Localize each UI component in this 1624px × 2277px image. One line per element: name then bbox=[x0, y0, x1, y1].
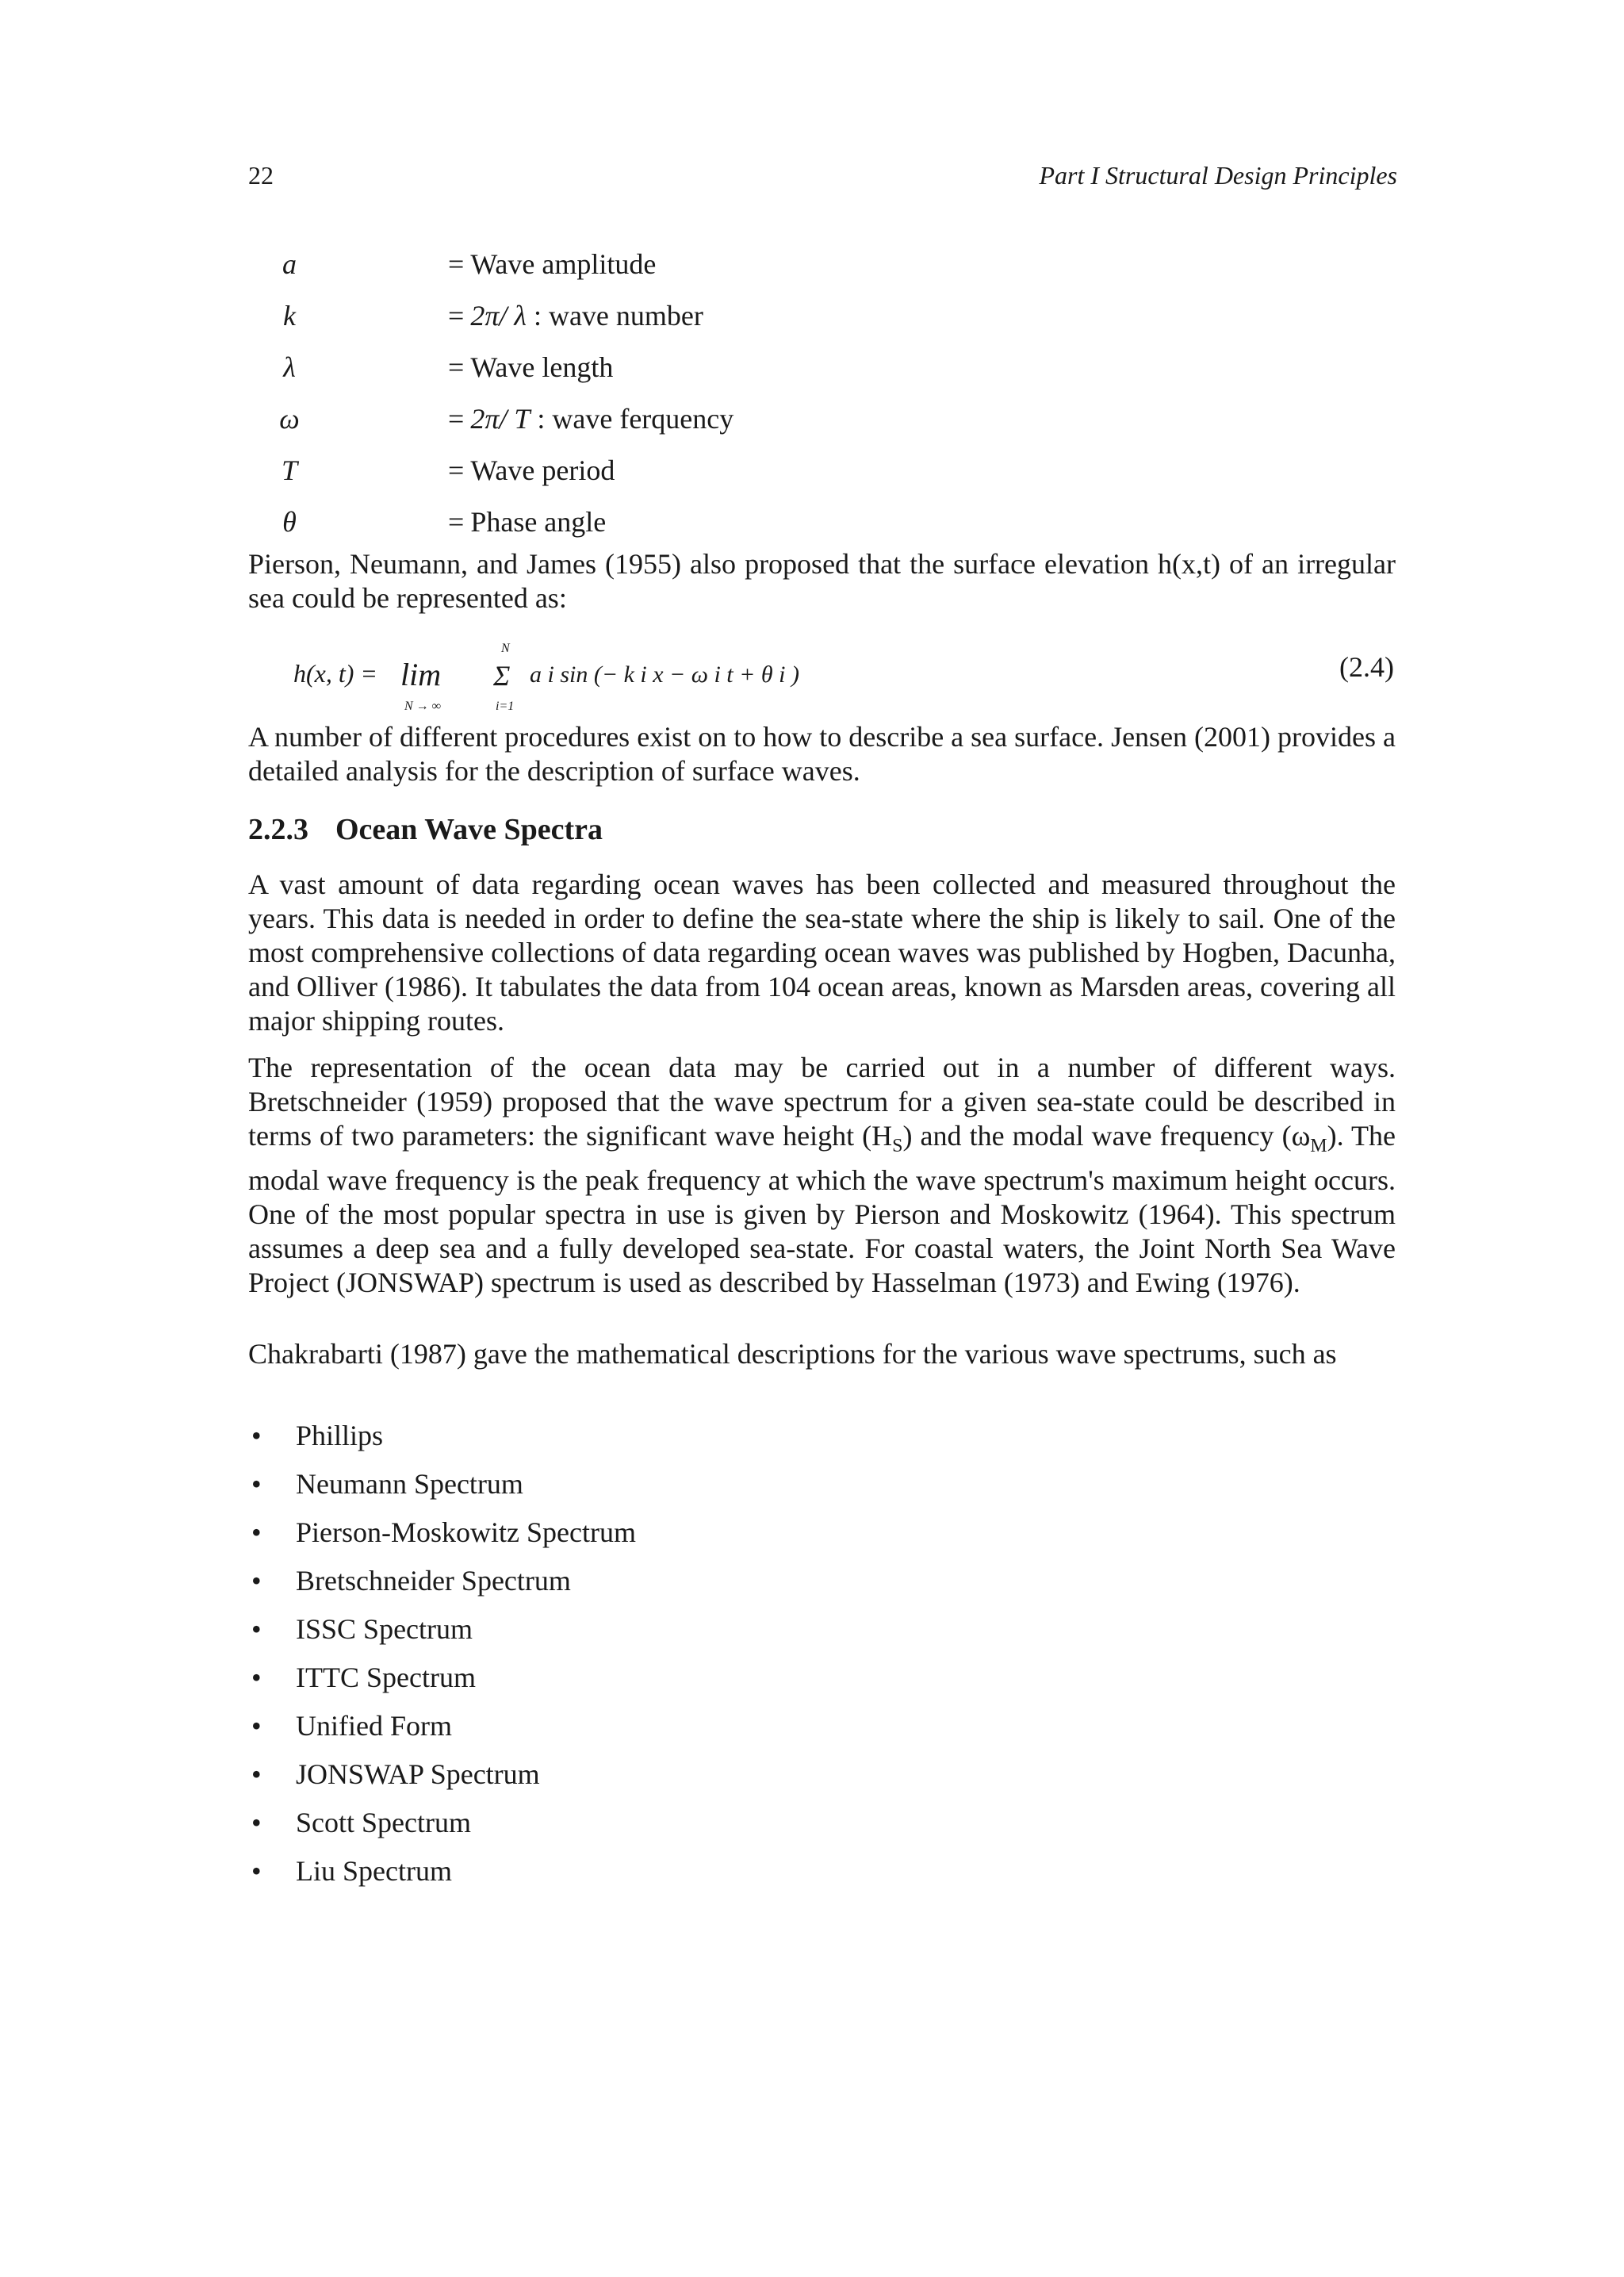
paragraph-ocean-data: A vast amount of data regarding ocean waves has been collected and measured throughout the years. This data is needed in order to define the sea-state where the ship is likely to sail. One of the most comprehensive collections of data regarding ocean waves was published by Hogben, Dacunha, and Olliver (1986). It tabulates the data from 104 ocean areas, known as Marsden areas, covering all major shipping routes. bbox=[248, 868, 1396, 1037]
equation-sum-sign: Σ bbox=[493, 660, 511, 692]
definition-symbol: λ bbox=[283, 351, 296, 383]
equation-lhs: h(x, t) = bbox=[293, 659, 377, 688]
section-number: 2.2.3 bbox=[248, 813, 308, 846]
paragraph-representation: The representation of the ocean data may be carried out in a number of different ways. Bretschneider (1959) proposed that the wave spectrum for a given sea-state could be described in terms of two parameters: the significant wave height $(H_S)$ and the modal wave frequency $(\omega_M)$. The modal wave frequency is the peak frequency at which the wave spectrum's maximum height occurs. One of the most popular spectra in use is given by Pierson and Moskowitz (1964). This spectrum assumes a deep sea and a fully developed sea-state. For coastal waters, the Joint North Sea Wave Project (JONSWAP) spectrum is used as described by Hasselman (1973) and Ewing (1976). bbox=[248, 1052, 1396, 1299]
definition-symbol: T bbox=[281, 454, 298, 486]
definition-text: = Wave period bbox=[448, 454, 615, 486]
symbol-definitions bbox=[238, 247, 952, 557]
section-heading bbox=[248, 812, 603, 847]
definition-symbol: k bbox=[283, 300, 296, 332]
equation-number: (2.4) bbox=[1339, 651, 1394, 683]
definition-text: = 2π/ T : wave ferquency bbox=[448, 403, 734, 435]
definition-text: = Wave length bbox=[448, 351, 614, 383]
definition-row bbox=[238, 454, 952, 505]
definition-row bbox=[238, 351, 952, 402]
equation-graphic bbox=[293, 634, 1007, 722]
definition-row bbox=[238, 247, 952, 299]
definition-row bbox=[238, 402, 952, 454]
definition-symbol: ω bbox=[279, 403, 300, 435]
paragraph-procedures: A number of different procedures exist on to how to describe a sea surface. Jensen (2001) provides a detailed analysis for the description of surface waves. bbox=[248, 721, 1396, 787]
definition-symbol: θ bbox=[282, 506, 297, 538]
equation-sum-top: N bbox=[501, 642, 510, 655]
definition-symbol: a bbox=[282, 248, 297, 280]
paragraph-pierson: Pierson, Neumann, and James (1955) also proposed that the surface elevation h(x,t) of an irregular sea could be represented as: bbox=[248, 548, 1396, 614]
paragraph-chakrabarti: Chakrabarti (1987) gave the mathematical descriptions for the various wave spectrums, such as bbox=[248, 1338, 1337, 1370]
equation-lim-sub: N → ∞ bbox=[404, 700, 442, 713]
definition-text: = 2π/ λ : wave number bbox=[448, 300, 703, 332]
running-head: Part I Structural Design Principles bbox=[1039, 161, 1397, 190]
equation-sum-bottom: i=1 bbox=[496, 700, 515, 713]
definition-text: = Wave amplitude bbox=[448, 248, 657, 280]
equation-2-4 bbox=[293, 634, 1007, 728]
section-title: Ocean Wave Spectra bbox=[335, 813, 603, 846]
page-number: 22 bbox=[248, 161, 274, 190]
equation-lim: lim bbox=[400, 657, 442, 692]
definition-row bbox=[238, 299, 952, 351]
equation-body: a i sin (− k i x − ω i t + θ i ) bbox=[530, 661, 799, 688]
definition-text: = Phase angle bbox=[448, 506, 607, 538]
